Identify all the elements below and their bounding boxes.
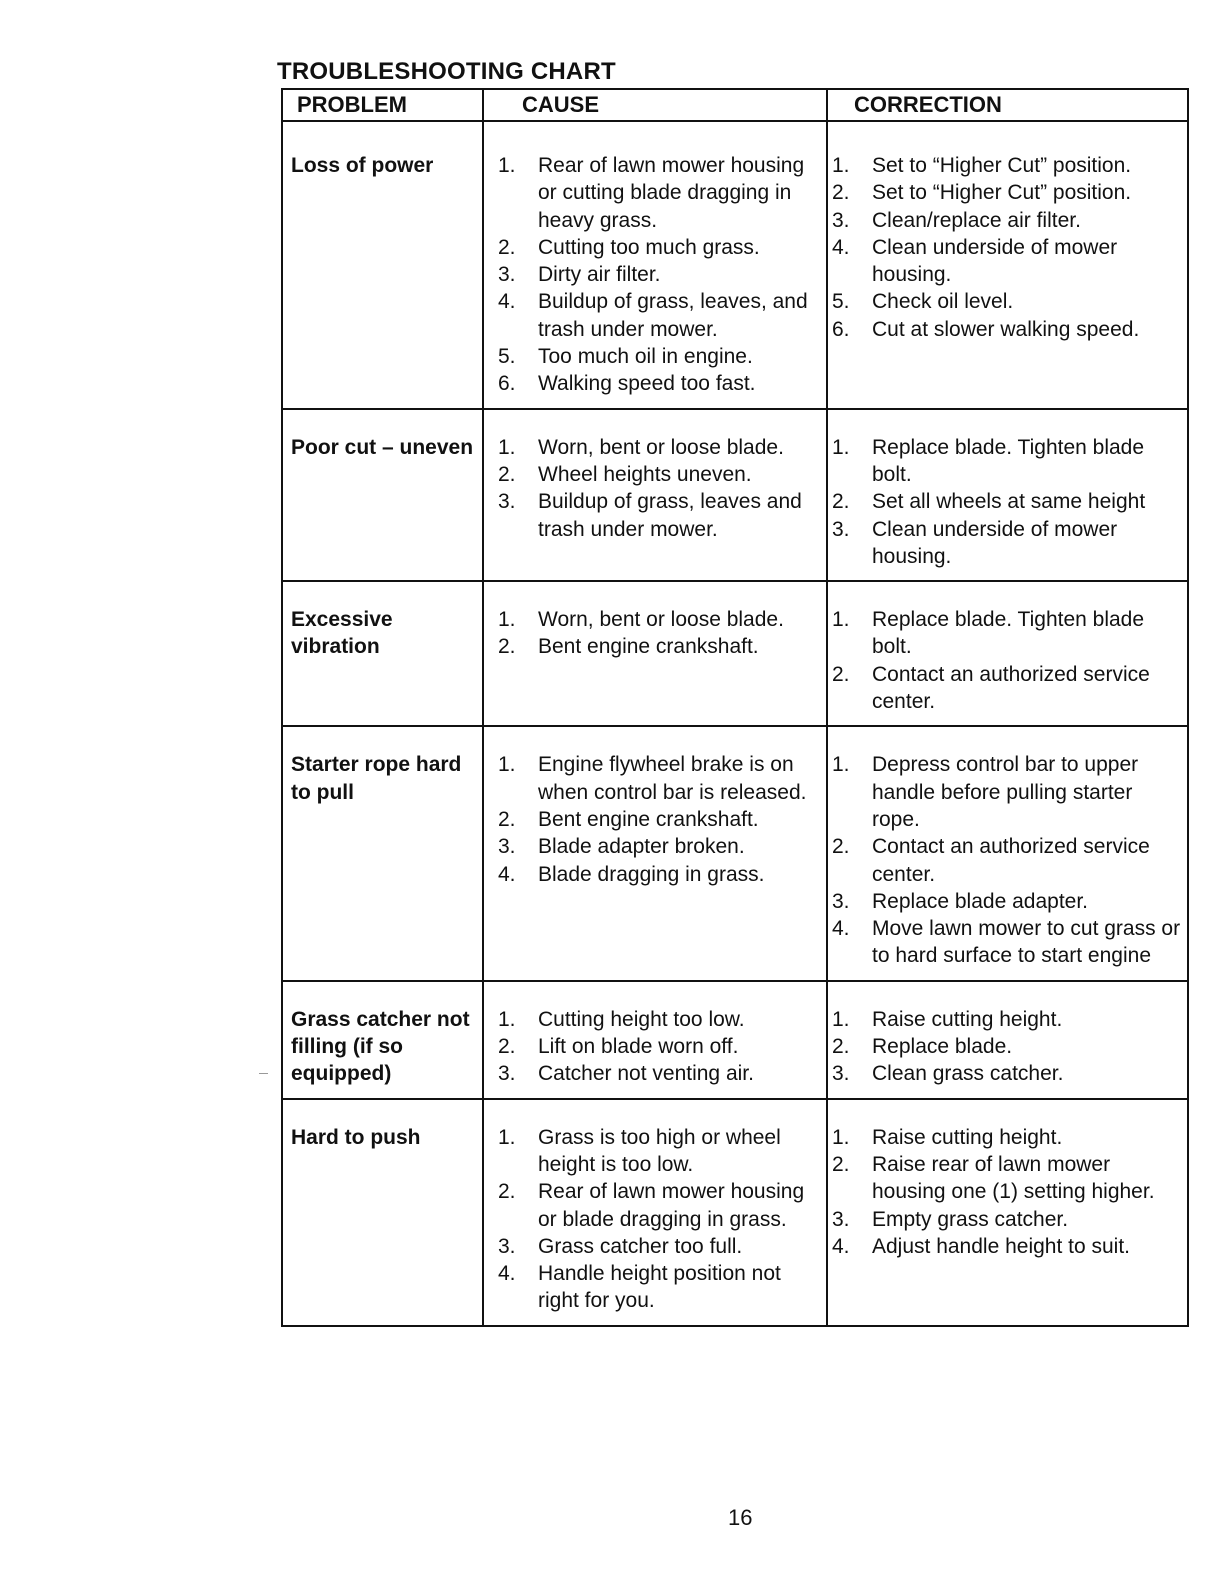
cause-item	[498, 461, 820, 488]
correction-item-number: 2.	[832, 490, 850, 514]
correction-item	[832, 915, 1181, 970]
correction-item	[832, 1006, 1181, 1033]
correction-item-text: Raise cutting height.	[872, 1125, 1063, 1149]
cause-item	[498, 606, 820, 633]
correction-item-text: Clean/replace air filter.	[872, 208, 1081, 232]
correction-list	[832, 606, 1181, 715]
correction-item-text: Cut at slower walking speed.	[872, 317, 1140, 341]
cause-item-number: 3.	[498, 1062, 516, 1086]
correction-item	[832, 152, 1181, 179]
problem-text: Excessive vibration	[291, 608, 393, 659]
correction-item-text: Set to “Higher Cut” position.	[872, 154, 1132, 177]
cause-item-text: Buildup of grass, leaves, and trash under mower.	[538, 290, 808, 341]
cause-cell	[483, 581, 827, 726]
cause-item-number: 3.	[498, 490, 516, 514]
problem-text: Starter rope hard to pull	[291, 753, 462, 804]
cause-item-text: Dirty air filter.	[538, 263, 661, 287]
table-row	[282, 121, 1188, 409]
correction-item	[832, 288, 1181, 315]
cause-item	[498, 861, 820, 888]
correction-item-number: 4.	[832, 235, 850, 259]
problem-cell	[282, 581, 483, 726]
correction-item	[832, 833, 1181, 888]
cause-item	[498, 1124, 820, 1179]
correction-cell	[827, 1099, 1188, 1326]
correction-item-number: 2.	[832, 181, 850, 205]
cause-cell	[483, 1099, 827, 1326]
correction-item	[832, 516, 1181, 571]
correction-item	[832, 1233, 1181, 1260]
troubleshooting-table	[281, 88, 1189, 1327]
cause-item	[498, 343, 820, 370]
correction-item-text: Contact an authorized service center.	[872, 662, 1150, 714]
cause-cell	[483, 121, 827, 409]
cause-item	[498, 633, 820, 660]
correction-item-text: Depress control bar to upper handle before pulling starter rope.	[872, 753, 1139, 831]
cause-item-number: 1.	[498, 608, 516, 632]
cause-item-text: Catcher not venting air.	[538, 1062, 754, 1086]
correction-item	[832, 488, 1181, 515]
problem-cell	[282, 1099, 483, 1326]
cause-item-text: Rear of lawn mower housing or cutting blade dragging in heavy grass.	[538, 154, 805, 232]
correction-item	[832, 1033, 1181, 1060]
correction-item-number: 1.	[832, 1007, 850, 1031]
problem-text: Hard to push	[291, 1125, 421, 1149]
header-cause: CAUSE	[483, 89, 827, 121]
problem-cell	[282, 981, 483, 1099]
correction-item-number: 1.	[832, 154, 850, 177]
correction-item	[832, 1151, 1181, 1206]
cause-item	[498, 152, 820, 234]
correction-item-text: Clean underside of mower housing.	[872, 235, 1118, 287]
cause-list	[498, 1006, 820, 1088]
cause-item	[498, 488, 820, 543]
cause-item-number: 6.	[498, 372, 516, 396]
correction-item-text: Clean grass catcher.	[872, 1062, 1064, 1086]
cause-item-number: 4.	[498, 290, 516, 314]
correction-item	[832, 1206, 1181, 1233]
correction-item-text: Replace blade adapter.	[872, 889, 1088, 913]
cause-item	[498, 234, 820, 261]
correction-item	[832, 179, 1181, 206]
cause-item	[498, 1060, 820, 1087]
cause-item-text: Cutting height too low.	[538, 1007, 745, 1031]
cause-item-number: 2.	[498, 807, 516, 831]
cause-cell	[483, 981, 827, 1099]
cause-item-number: 3.	[498, 1234, 516, 1258]
correction-item-text: Replace blade.	[872, 1035, 1013, 1059]
correction-item	[832, 316, 1181, 343]
correction-item	[832, 1060, 1181, 1087]
cause-item	[498, 1260, 820, 1315]
correction-item-text: Replace blade. Tighten blade bolt.	[872, 435, 1145, 486]
cause-list	[498, 751, 820, 887]
cause-item	[498, 1233, 820, 1260]
header-correction: CORRECTION	[827, 89, 1188, 121]
cause-item-number: 3.	[498, 835, 516, 859]
cause-item	[498, 1033, 820, 1060]
cause-cell	[483, 726, 827, 980]
problem-cell	[282, 121, 483, 409]
correction-item-text: Clean underside of mower housing.	[872, 517, 1118, 568]
cause-item-number: 3.	[498, 263, 516, 287]
correction-item	[832, 1124, 1181, 1151]
cause-item-number: 2.	[498, 462, 516, 486]
correction-item-text: Replace blade. Tighten blade bolt.	[872, 608, 1145, 659]
cause-item-number: 1.	[498, 1125, 516, 1149]
correction-item	[832, 606, 1181, 661]
cause-item	[498, 434, 820, 461]
correction-item-text: Set all wheels at same height	[872, 490, 1146, 514]
correction-item-number: 1.	[832, 435, 850, 459]
cause-item-text: Blade adapter broken.	[538, 835, 745, 859]
cause-item-text: Blade dragging in grass.	[538, 862, 765, 886]
correction-cell	[827, 581, 1188, 726]
cause-item-text: Handle height position not right for you.	[538, 1262, 781, 1313]
correction-item-text: Adjust handle height to suit.	[872, 1234, 1131, 1258]
cause-item-text: Bent engine crankshaft.	[538, 635, 759, 659]
correction-item-number: 3.	[832, 517, 850, 541]
cause-list	[498, 606, 820, 661]
cause-item-number: 4.	[498, 862, 516, 886]
table-row	[282, 1099, 1188, 1326]
correction-item-number: 6.	[832, 317, 850, 341]
cause-item-number: 1.	[498, 1007, 516, 1031]
page-number: 16	[728, 1505, 753, 1530]
correction-item-number: 1.	[832, 608, 850, 632]
cause-item-number: 5.	[498, 345, 516, 369]
cause-list	[498, 1124, 820, 1315]
cause-item-number: 2.	[498, 235, 516, 259]
problem-cell	[282, 726, 483, 980]
table-row	[282, 726, 1188, 980]
cause-list	[498, 434, 820, 543]
correction-item	[832, 888, 1181, 915]
correction-list	[832, 434, 1181, 570]
table-row	[282, 981, 1188, 1099]
correction-item-number: 3.	[832, 1207, 850, 1231]
cause-item-text: Too much oil in engine.	[538, 345, 753, 369]
correction-cell	[827, 121, 1188, 409]
correction-cell	[827, 981, 1188, 1099]
cause-item	[498, 370, 820, 397]
cause-item-text: Engine flywheel brake is on when control bar is released.	[538, 753, 807, 804]
correction-item-text: Check oil level.	[872, 290, 1014, 314]
chart-title: TROUBLESHOOTING CHART	[277, 58, 616, 85]
correction-item-text: Raise rear of lawn mower housing one (1) setting higher.	[872, 1152, 1155, 1204]
cause-item-text: Cutting too much grass.	[538, 235, 760, 259]
cause-item	[498, 751, 820, 806]
cause-item	[498, 833, 820, 860]
table-body	[282, 121, 1188, 1326]
correction-item-text: Set to “Higher Cut” position.	[872, 181, 1132, 205]
cause-item-number: 1.	[498, 435, 516, 459]
cause-item-text: Lift on blade worn off.	[538, 1035, 739, 1059]
correction-item-number: 3.	[832, 208, 850, 232]
cause-item	[498, 1178, 820, 1233]
margin-mark	[259, 1073, 268, 1074]
correction-item-text: Move lawn mower to cut grass or to hard surface to start engine	[872, 917, 1181, 968]
table-row	[282, 581, 1188, 726]
correction-item-number: 2.	[832, 1035, 850, 1059]
correction-item-number: 2.	[832, 835, 850, 859]
cause-item	[498, 261, 820, 288]
correction-list	[832, 751, 1181, 969]
correction-item-number: 1.	[832, 1125, 850, 1149]
cause-item	[498, 806, 820, 833]
cause-item-text: Grass is too high or wheel height is too low.	[538, 1125, 781, 1176]
correction-item-number: 5.	[832, 290, 850, 314]
cause-cell	[483, 409, 827, 581]
correction-item-text: Raise cutting height.	[872, 1007, 1063, 1031]
correction-item-number: 2.	[832, 662, 850, 686]
cause-item-text: Walking speed too fast.	[538, 372, 756, 396]
cause-item-text: Rear of lawn mower housing or blade dragging in grass.	[538, 1180, 805, 1231]
correction-item-number: 3.	[832, 1062, 850, 1086]
cause-item-number: 1.	[498, 154, 516, 177]
cause-item-number: 2.	[498, 635, 516, 659]
correction-item-number: 4.	[832, 917, 850, 941]
cause-item-number: 2.	[498, 1035, 516, 1059]
correction-item	[832, 234, 1181, 289]
correction-cell	[827, 726, 1188, 980]
cause-item-text: Bent engine crankshaft.	[538, 807, 759, 831]
cause-item	[498, 1006, 820, 1033]
cause-item-text: Buildup of grass, leaves and trash under mower.	[538, 490, 802, 541]
header-problem: PROBLEM	[282, 89, 483, 121]
correction-item	[832, 434, 1181, 489]
correction-list	[832, 152, 1181, 343]
correction-list	[832, 1124, 1181, 1260]
correction-item-text: Contact an authorized service center.	[872, 835, 1150, 886]
correction-item	[832, 207, 1181, 234]
correction-item	[832, 661, 1181, 716]
header-row	[282, 89, 1188, 121]
table-row	[282, 409, 1188, 581]
problem-text: Loss of power	[291, 154, 434, 177]
cause-item-text: Worn, bent or loose blade.	[538, 608, 784, 632]
cause-item-text: Worn, bent or loose blade.	[538, 435, 784, 459]
correction-item	[832, 751, 1181, 833]
problem-cell	[282, 409, 483, 581]
correction-item-number: 4.	[832, 1234, 850, 1258]
problem-text: Poor cut – uneven	[291, 435, 474, 459]
correction-item-number: 2.	[832, 1152, 850, 1176]
cause-item-text: Wheel heights uneven.	[538, 462, 752, 486]
problem-text: Grass catcher not filling (if so equipped)	[291, 1007, 470, 1086]
cause-item-number: 1.	[498, 753, 516, 777]
correction-item-number: 1.	[832, 753, 850, 777]
correction-item-number: 3.	[832, 889, 850, 913]
cause-item-text: Grass catcher too full.	[538, 1234, 743, 1258]
cause-item-number: 2.	[498, 1180, 516, 1204]
cause-list	[498, 152, 820, 398]
correction-item-text: Empty grass catcher.	[872, 1207, 1069, 1231]
cause-item-number: 4.	[498, 1262, 516, 1286]
correction-cell	[827, 409, 1188, 581]
cause-item	[498, 288, 820, 343]
correction-list	[832, 1006, 1181, 1088]
